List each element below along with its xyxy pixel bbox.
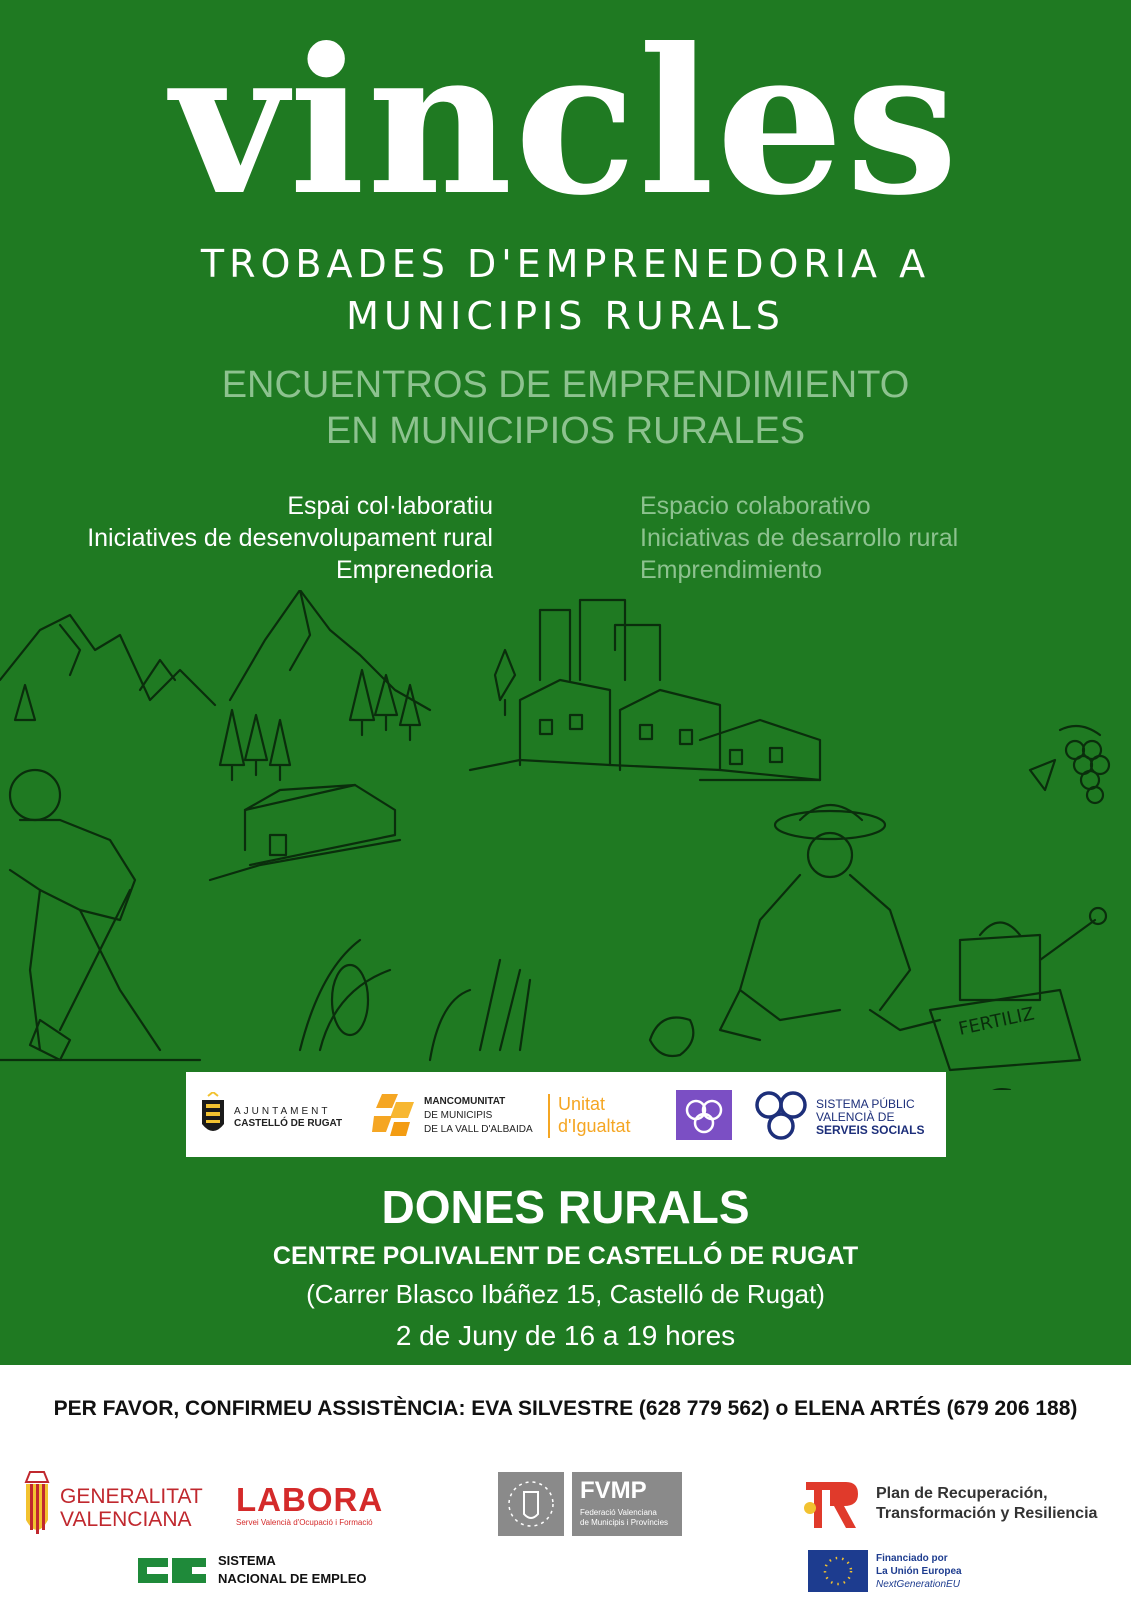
valencian-stars-icon	[498, 1472, 564, 1536]
topic-ca-2: Iniciatives de desenvolupament rural	[87, 524, 493, 552]
ajuntament-shield-icon	[200, 1092, 226, 1138]
sponsor-logo-bar	[186, 1072, 946, 1157]
logo-fvmp	[572, 1472, 682, 1536]
mountains-drawing	[0, 590, 430, 710]
sne-label-1: SISTEMA	[218, 1553, 276, 1568]
village-drawing	[470, 600, 820, 780]
ajuntament-label-2: CASTELLÓ DE RUGAT	[234, 1118, 343, 1129]
prtr-label-2: Transformación y Resiliencia	[876, 1505, 1098, 1522]
topic-es-2: Iniciativas de desarrollo rural	[640, 524, 959, 552]
logo-eu	[808, 1550, 1008, 1594]
eu-label-2: La Unión Europea	[876, 1566, 962, 1577]
logo-prtr	[800, 1478, 1130, 1534]
mancomunitat-label-2: DE MUNICIPIS	[424, 1110, 493, 1121]
generalitat-crest-icon	[22, 1470, 52, 1546]
subtitle-catalan-line-1: TROBADES D'EMPRENEDORIA A	[200, 242, 931, 286]
fertilizer-sack-drawing	[930, 990, 1080, 1070]
fvmp-sublabel-2: de Municipis i Províncies	[580, 1518, 669, 1527]
rural-illustration	[0, 590, 1131, 1090]
labora-label: LABORA	[236, 1481, 384, 1518]
logo-valencian-stars	[498, 1472, 564, 1536]
unitat-label-2: d'Igualtat	[558, 1116, 631, 1136]
sne-icon	[138, 1554, 208, 1590]
prtr-label-1: Plan de Recuperación,	[876, 1485, 1048, 1502]
logo-unitat-igualtat	[548, 1094, 650, 1138]
sistema-label-3: SERVEIS SOCIALS	[816, 1123, 925, 1137]
topics-catalan	[87, 490, 493, 586]
topic-es-1: Espacio colaborativo	[640, 492, 871, 520]
farmer-left-drawing	[0, 770, 200, 1060]
subtitle-spanish-line-2: EN MUNICIPIOS RURALES	[325, 410, 806, 452]
sistema-rings-icon	[754, 1090, 808, 1142]
ajuntament-label-1: AJUNTAMENT	[234, 1106, 331, 1117]
event-venue: CENTRE POLIVALENT DE CASTELLÓ DE RUGAT	[272, 1242, 859, 1270]
logo-labora	[236, 1482, 396, 1532]
grapes-drawing	[1030, 726, 1109, 803]
topics-spanish	[640, 490, 958, 586]
fvmp-label: FVMP	[580, 1477, 647, 1504]
topic-es-3: Emprendimiento	[640, 556, 823, 584]
sne-label-2: NACIONAL DE EMPLEO	[218, 1571, 367, 1586]
mancomunitat-icon	[372, 1092, 418, 1138]
watering-can-drawing	[960, 908, 1106, 1000]
subtitle-catalan-line-2: MUNICIPIS RURALS	[346, 294, 785, 338]
sack-label: FERTILIZ	[956, 1003, 1037, 1040]
farmer-right-drawing	[720, 805, 940, 1040]
logo-mancomunitat	[372, 1072, 542, 1157]
rsvp-line: PER FAVOR, CONFIRMEU ASSISTÈNCIA: EVA SILVESTRE (628 779 562) o ELENA ARTÉS (679 206 188)	[53, 1397, 1078, 1420]
topic-ca-3: Emprenedoria	[335, 556, 493, 584]
poster-title: vincles	[170, 5, 961, 240]
logo-sne	[138, 1552, 398, 1592]
logo-generalitat	[22, 1470, 212, 1546]
pine-trees-drawing	[15, 670, 420, 780]
topic-ca-1: Espai col·laboratiu	[287, 492, 493, 520]
purple-rings-icon	[676, 1090, 732, 1140]
eu-label-1: Financiado por	[876, 1553, 948, 1564]
logo-purple-rings	[676, 1090, 732, 1140]
plants-drawing	[300, 940, 530, 1060]
labora-sublabel: Servei Valencià d'Ocupació i Formació	[236, 1518, 373, 1527]
logo-sistema-public	[754, 1072, 944, 1157]
unitat-label-1: Unitat	[558, 1094, 606, 1114]
generalitat-label-2: VALENCIANA	[60, 1508, 192, 1531]
event-date: 2 de Juny de 16 a 19 hores	[395, 1320, 736, 1351]
fvmp-sublabel-1: Federació Valenciana	[580, 1508, 657, 1517]
event-title: DONES RURALS	[381, 1181, 750, 1233]
event-address: (Carrer Blasco Ibáñez 15, Castelló de Rugat)	[306, 1279, 825, 1309]
subtitle-spanish	[0, 362, 1131, 454]
barn-drawing	[210, 785, 400, 880]
logo-ajuntament	[200, 1072, 350, 1157]
mancomunitat-label-3: DE LA VALL D'ALBAIDA	[424, 1124, 533, 1135]
sistema-label-2: VALENCIÀ DE	[816, 1110, 895, 1124]
mancomunitat-label-1: MANCOMUNITAT	[424, 1096, 506, 1107]
subtitle-spanish-line-1: ENCUENTROS DE EMPRENDIMIENTO	[221, 364, 910, 406]
sistema-label-1: SISTEMA PÚBLIC	[816, 1097, 915, 1111]
subtitle-catalan	[0, 238, 1131, 342]
eu-label-3: NextGenerationEU	[876, 1579, 960, 1590]
generalitat-label-1: GENERALITAT	[60, 1485, 203, 1508]
eu-flag-icon	[808, 1550, 868, 1592]
prtr-icon	[800, 1478, 862, 1532]
